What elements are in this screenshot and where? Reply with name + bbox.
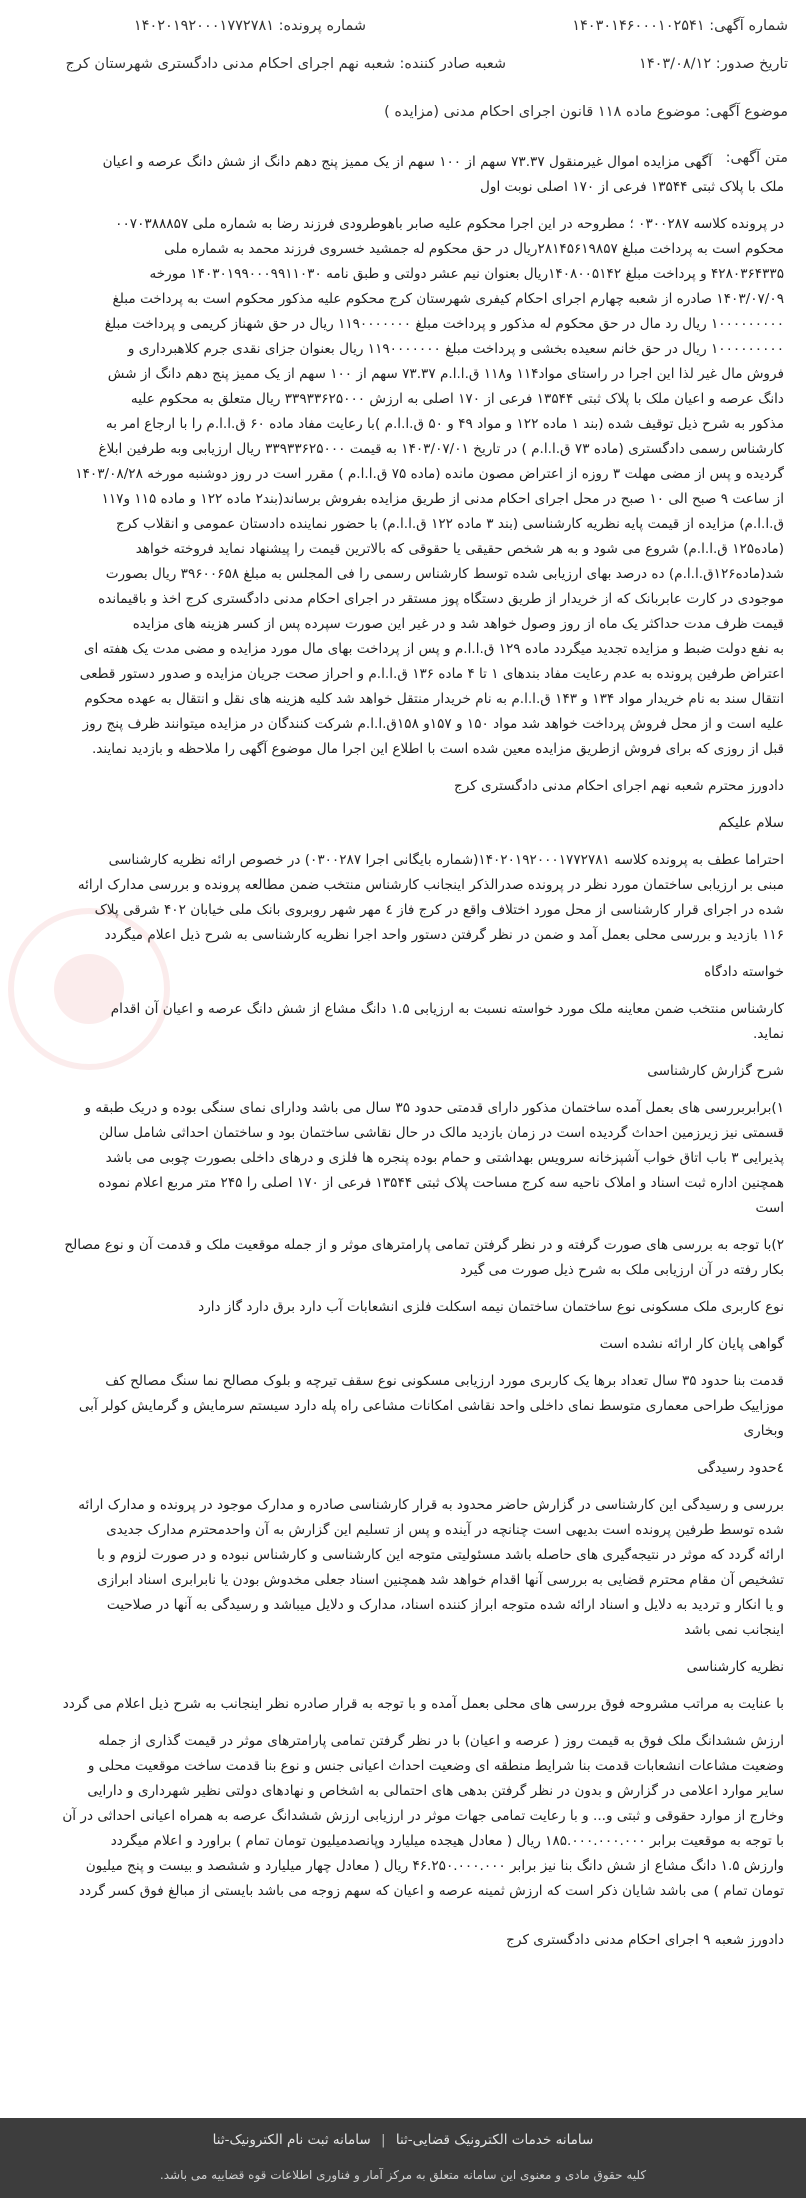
text-line: با عنایت به مراتب مشروحه فوق بررسی های محلی بعمل آمده و با توجه به قرار صادره نظر اینجانب به شرح ذیل اعلام می گردد [62,1696,784,1712]
text-line: مذکور به شرح ذیل توقیف شده (بند ۱ ماده ۱۲۲ و مواد ۴۹ و ۵۰ ق.ا.ا.م )با رعایت مفاد ماده ۶۰ ق.ا.ا.م را با ارجاع امر به [105,416,784,432]
text-line: وارزش ۱.۵ دانگ مشاع از شش دانگ بنا نیز برابر ۴۶.۲۵۰.۰۰۰.۰۰۰ ریال ( معادل چهار میلیارد و ششصد و بیست و پنج میلیون [85,1858,784,1874]
text-line [14,1916,784,1928]
text-line: ۱۰۰۰۰۰۰۰۰۰ ریال در حق خانم سعیده بخشی و پرداخت مبلغ ۱۱۹۰۰۰۰۰۰۰ ریال بعنوان جزای نقدی جرم کلاهبرداری و [127,341,784,357]
text-line: موزاییک طراحی معماری متوسط نمای داخلی واحد نقاشی امکانات مشاعی راه پله دارد سیستم سرمایش و گرمایش کولر آبی [78,1398,784,1414]
text-line: خواسته دادگاه [704,964,784,980]
text-line: مبنی بر ارزیابی ساختمان مورد نظر در پرونده صدرالذکر اینجانب کارشناس منتخب ضمن مطالعه پرونده و بررسی مدارک ارائه [77,877,784,893]
text-line: اعتراض طرفین پرونده به عدم رعایت مفاد بندهای ۱ تا ۴ ماده ۱۳۶ ق.ا.ا.م و احراز صحت جریان مزایده و صدور دستور قطعی [79,666,784,682]
text-line: نظریه کارشناسی [686,1659,784,1675]
text-line: کارشناس رسمی دادگستری (ماده ۷۳ ق.ا.ا.م ) در تاریخ ۱۴۰۳/۰۷/۰۱ به قیمت ۳۳۹۳۳۶۲۵۰۰۰ ریال ارزیابی وبه طرفین ابلاغ [98,441,784,457]
text-line: نوع کاربری ملک مسکونی نوع ساختمان ساختمان نیمه اسکلت فلزی انشعابات آب دارد برق دارد گاز دارد [198,1299,784,1315]
text-line [14,836,784,848]
text-line: سلام علیکم [718,815,784,831]
text-line: تشخیص آن مقام محترم قضایی به بررسی آنها اقدام خواهد شد همچنین اسناد جعلی مخدوش بودن یا نابرابری اسناد ابرازی [96,1572,784,1588]
text-line: ارائه گردد که موثر در نتیجه‌گیری های حاصله باشد مسئولیتی متوجه این کارشناسی و کارشناس نبوده و در صورت لزوم و با [96,1547,784,1563]
text-line: قدمت بنا حدود ۳۵ سال تعداد برها یک کاربری مورد ارزیابی مسکونی نوع سقف تیرچه و بلوک مصالح نما سنگ مصالح کف [105,1373,784,1389]
footer-links [0,2132,806,2148]
text-line: ۱۱۶ بازدید و بررسی محلی بعمل آمد و ضمن در نظر گرفتن دستور واحد اجرا نظریه کارشناسی به شرح ذیل اعلام میگردد [104,927,784,943]
subject-label: موضوع آگهی: [705,104,788,120]
text-line [14,1084,784,1096]
text-line: از ساعت ۹ صبح الی ۱۰ صبح در محل اجرای احکام مدنی از طریق مزایده بفروش برساند(بند۲ ماده ۱۲۲ و ماده ۱۱۵ و۱۱۷ [101,491,784,507]
text-line: گردیده و پس از مضی مهلت ۳ روزه از اعتراض مصون مانده (ماده ۷۵ ق.ا.ا.م ) مقرر است در روز دوشنبه مورخه ۱۴۰۳/۰۸/۲۸ [75,466,784,482]
text-line: اینجانب نمی باشد [684,1622,784,1638]
text-line [14,1221,784,1233]
text-line [14,1357,784,1369]
footer-link-sana-services[interactable]: سامانه خدمات الکترونیک قضایی-ثنا [395,2132,594,2148]
text-line: ۱)برابربررسی های بعمل آمده ساختمان مذکور دارای قدمتی حدود ۳۵ سال می باشد ودارای نمای سنگی بوده و دریک طبقه و [84,1100,784,1116]
text-line: ملک با پلاک ثبتی ۱۳۵۴۴ فرعی از ۱۷۰ اصلی نوبت اول [480,179,784,195]
ad-number-label: شماره آگهی: [709,18,788,34]
text-line: دادورز محترم شعبه نهم اجرای احکام مدنی دادگستری کرج [453,778,784,794]
subject-row [384,104,788,120]
text-line: احتراما عطف به پرونده کلاسه ۱۴۰۲۰۱۹۲۰۰۰۱۷۷۲۷۸۱(شماره بایگانی اجرا ۰۳۰۰۲۸۷) در خصوص ارائه نظریه کارشناسی [108,852,784,868]
text-line: انتقال سند به نام خریدار مواد ۱۳۴ و ۱۴۳ ق.ا.ا.م به نام خریدار منتقل خواهد شد کلیه هزینه های نقل و انتقال به عهده محکوم [84,691,784,707]
text-line: بکار رفته در آن ارزیابی ملک به شرح ذیل صورت می گیرد [460,1262,784,1278]
text-line: ٤حدود رسیدگی [697,1460,784,1476]
text-line: ۱۴۰۳/۰۷/۰۹ صادره از شعبه چهارم اجرای احکام کیفری شهرستان کرج محکوم علیه مذکور محکوم است به پرداخت مبلغ [112,291,784,307]
issuer-label: شعبه صادر کننده: [399,56,506,72]
text-line: با توجه به موقعیت برابر ۱۸۵.۰۰۰.۰۰۰.۰۰۰ ریال ( معادل هیجده میلیارد وپانصدمیلیون تومان تمام ) براورد و اعلام میگردد [110,1833,784,1849]
text-line: علیه است و از محل فروش پرداخت خواهد شد مواد ۱۵۰ و ۱۵۷و ۱۵۸ق.ا.ا.م شرکت کنندگان در مزایده میتوانند ظرف پنج روز [82,716,784,732]
text-line: (ماده۱۲۵ ق.ا.ا.م) شروع می شود و به هر شخص حقیقی یا حقوقی که بالاترین قیمت را پیشنهاد نماید فروخته خواهد [135,541,784,557]
notice-body [14,150,784,1953]
file-number-row [134,18,366,34]
issue-date-label: تاریخ صدور: [715,56,788,72]
text-line: وضعیت مشاعات انشعابات قدمت بنا شرایط منطقه ای وضعیت احداث اعیانی جنس و نوع بنا قدمت ساخت موقعیت محلی و [87,1758,784,1774]
file-number-label: شماره پرونده: [278,18,366,34]
subject: موضوع ماده ۱۱۸ قانون اجرای احکام مدنی (مزایده ) [384,104,701,120]
text-line [14,1680,784,1692]
text-line: ۱۰۰۰۰۰۰۰۰۰ ریال رد مال در حق محکوم له مذکور و پرداخت مبلغ ۱۱۹۰۰۰۰۰۰۰ ریال در حق شهناز کریمی و پرداخت مبلغ [104,316,784,332]
text-line: شد(ماده۱۲۶ق.ا.ا.م) ده درصد بهای ارزیابی شده توسط کارشناس رسمی را فی المجلس به مبلغ ۳۹۶۰۰۶۵۸ ریال بصورت [105,566,784,582]
text-line: قیمت ظرف مدت حداکثر یک ماه از روز وصول خواهد شد و در غیر این صورت سپرده پس از کسر هزینه های مزایده [132,616,784,632]
text-line: شرح گزارش کارشناسی [647,1063,784,1079]
text-line [14,762,784,774]
text-line: کارشناس منتخب ضمن معاینه ملک مورد خواسته نسبت به ارزیابی ۱.۵ دانگ مشاع از شش دانگ عرصه و اعیان آن اقدام [110,1001,784,1017]
text-line: نماید. [752,1026,784,1042]
text-line: به نفع دولت ضبط و مزایده تجدید میگردد ماده ۱۲۹ ق.ا.ا.م و پس از پرداخت بهای مال مورد مزایده و مضی مدت یک هفته ای [83,641,784,657]
text-line: همچنین اداره ثبت اسناد و املاک ناحیه سه کرج مساحت پلاک ثبتی ۱۳۵۴۴ فرعی از ۱۷۰ اصلی را ۲۴۵ متر مربع اعلام نموده [98,1175,784,1191]
text-line: قسمتی نیز زیرزمین احداث گردیده است در زمان بازدید مالک در حال نقاشی ساختمان بود و ساختمان احداثی شامل سالن [98,1125,784,1141]
text-line [14,1481,784,1493]
text-line [14,985,784,997]
text-line [14,1717,784,1729]
text-line: در پرونده کلاسه ۰۳۰۰۲۸۷ ؛ مطروحه در این اجرا محکوم علیه صابر باهوطرودی فرزند رضا به شماره ملی ۰۰۷۰۳۸۸۸۵۷ [115,216,784,232]
text-line: پذیرایی ۳ باب اتاق خواب آشپزخانه سرویس بهداشتی و حمام بوده پنجره ها فلزی و درهای داخلی بصورت چوبی می باشد [105,1150,784,1166]
issuer-row [66,56,506,72]
text-line: قبل از روزی که برای فروش ازطریق مزایده معین شده است با اطلاع این اجرا مال موضوع آگهی را ملاحظه و بازدید نمایند. [91,741,784,757]
footer-copyright: کلیه حقوق مادی و معنوی این سامانه متعلق به مرکز آمار و فناوری اطلاعات قوه قضاییه می باشد. [159,2168,647,2182]
footer-separator: | [380,2132,386,2148]
text-line [14,1444,784,1456]
text-line: ارزش ششدانگ ملک فوق به قیمت روز ( عرصه و اعیان) با در نظر گرفتن تمامی پارامترهای موثر در قیمت گذاری از جمله [98,1733,784,1749]
text-line [14,948,784,960]
text-line: وبخاری [743,1423,784,1439]
text-line: شده در اجرای قرار کارشناسی از محل مورد اختلاف واقع در کرج فاز ٤ مهر شهر روبروی بانک ملی خیابان ۴۰۲ شرقی پلاک [94,902,784,918]
text-line: ۴۲۸۰۳۶۴۳۳۵ و پرداخت مبلغ ۱۴۰۸۰۰۵۱۴۲ریال بعنوان نیم عشر دولتی و طبق نامه ۱۴۰۳۰۱۹۹۰۰۰۹۹۱۱۰۳۰ مورخه [149,266,784,282]
text-line [14,1904,784,1916]
text-line: وخارج از موارد حقوقی و ثبتی و... و با رعایت تمامی جهات موثر در ارزیابی ارزش ششدانگ عرصه به همراه اعیانی احداثی در آن [62,1808,784,1824]
text-line: سایر موارد اعلامی در گزارش و بدون در نظر گرفتن بدهی های احتمالی به اشخاص و نهادهای دولتی نظیر شهرداری و دارایی [87,1783,784,1799]
issuer: شعبه نهم اجرای احکام مدنی دادگستری شهرستان کرج [65,56,395,72]
site-footer [0,2118,806,2198]
text-line: ۲)با توجه به بررسی های صورت گرفته و در نظر گرفتن تمامی پارامترهای موثر و از جمله موقعیت ملک و قدمت آن و نوع مصالح [64,1237,784,1253]
issue-date: ۱۴۰۳/۰۸/۱۲ [639,56,712,72]
text-line [14,1320,784,1332]
text-line [14,1283,784,1295]
text-line: و یا انکار و تردید به دلایل و اسناد ارائه شده متوجه ابراز کننده اسناد، مدارک و دلایل میباشد و رسیدگی به آنها در صلاحیت [106,1597,784,1613]
text-label: متن آگهی: [725,150,788,166]
file-number: ۱۴۰۲۰۱۹۲۰۰۰۱۷۷۲۷۸۱ [133,18,275,34]
text-line [14,799,784,811]
ad-number: ۱۴۰۳۰۱۴۶۰۰۰۱۰۲۵۴۱ [572,18,705,34]
issue-date-row [639,56,788,72]
text-line: بررسی و رسیدگی این کارشناسی در گزارش حاضر محدود به قرار کارشناسی صادره و مدارک موجود در پرونده و مدارک ارائه [78,1497,784,1513]
text-line: است [755,1200,784,1216]
text-line: ق.ا.ا.م) مزایده از قیمت پایه نظریه کارشناسی (بند ۳ ماده ۱۲۲ ق.ا.ا.م) با حضور نماینده دادستان عمومی و انقلاب کرج [115,516,784,532]
text-line [14,1047,784,1059]
text-line [14,200,784,212]
text-line: تومان تمام ) می باشد شایان ذکر است که ارزش ثمینه عرصه و اعیان که سهم زوجه می باشد بایستی از مبالغ فوق کسر گردد [78,1883,784,1899]
text-line [14,1643,784,1655]
ad-number-row [572,18,788,34]
text-line: آگهی مزایده اموال غیرمنقول ۷۳.۳۷ سهم از ۱۰۰ سهم از یک ممیز پنج دهم دانگ از شش دانگ عرصه و اعیان [102,154,712,170]
text-line: فروش مال غیر لذا این اجرا در راستای مواد۱۱۴ و۱۱۸ ق.ا.ا.م ۷۳.۳۷ سهم از ۱۰۰ سهم از یک ممیز پنج دهم دانگ از شش [107,366,784,382]
text-line: محکوم است به پرداخت مبلغ ۲۸۱۴۵۶۱۹۸۵۷ریال در حق محکوم له جمشید خسروی فرزند محمد به شماره ملی [164,241,784,257]
footer-link-sana-registration[interactable]: سامانه ثبت نام الکترونیک-ثنا [212,2132,371,2148]
text-line: دانگ عرصه و اعیان ملک با پلاک ثبتی ۱۳۵۴۴ فرعی از ۱۷۰ اصلی به ارزش ۳۳۹۳۳۶۲۵۰۰۰ ریال متعلق به محکوم علیه [130,391,784,407]
text-line: موجودی در کارت عابربانک که از خریدار از طریق دستگاه پوز مستقر در اجرای احکام مدنی دادگستری کرج اخذ و باقیمانده [98,591,784,607]
text-line: گواهی پایان کار ارائه نشده است [599,1336,784,1352]
text-line: شده توسط طرفین پرونده است بدیهی است چنانچه در آینده و پس از تسلیم این گزارش به آن واحدمحترم مدارک جدیدی [106,1522,784,1538]
text-line: دادورز شعبه ۹ اجرای احکام مدنی دادگستری کرج [506,1932,784,1948]
